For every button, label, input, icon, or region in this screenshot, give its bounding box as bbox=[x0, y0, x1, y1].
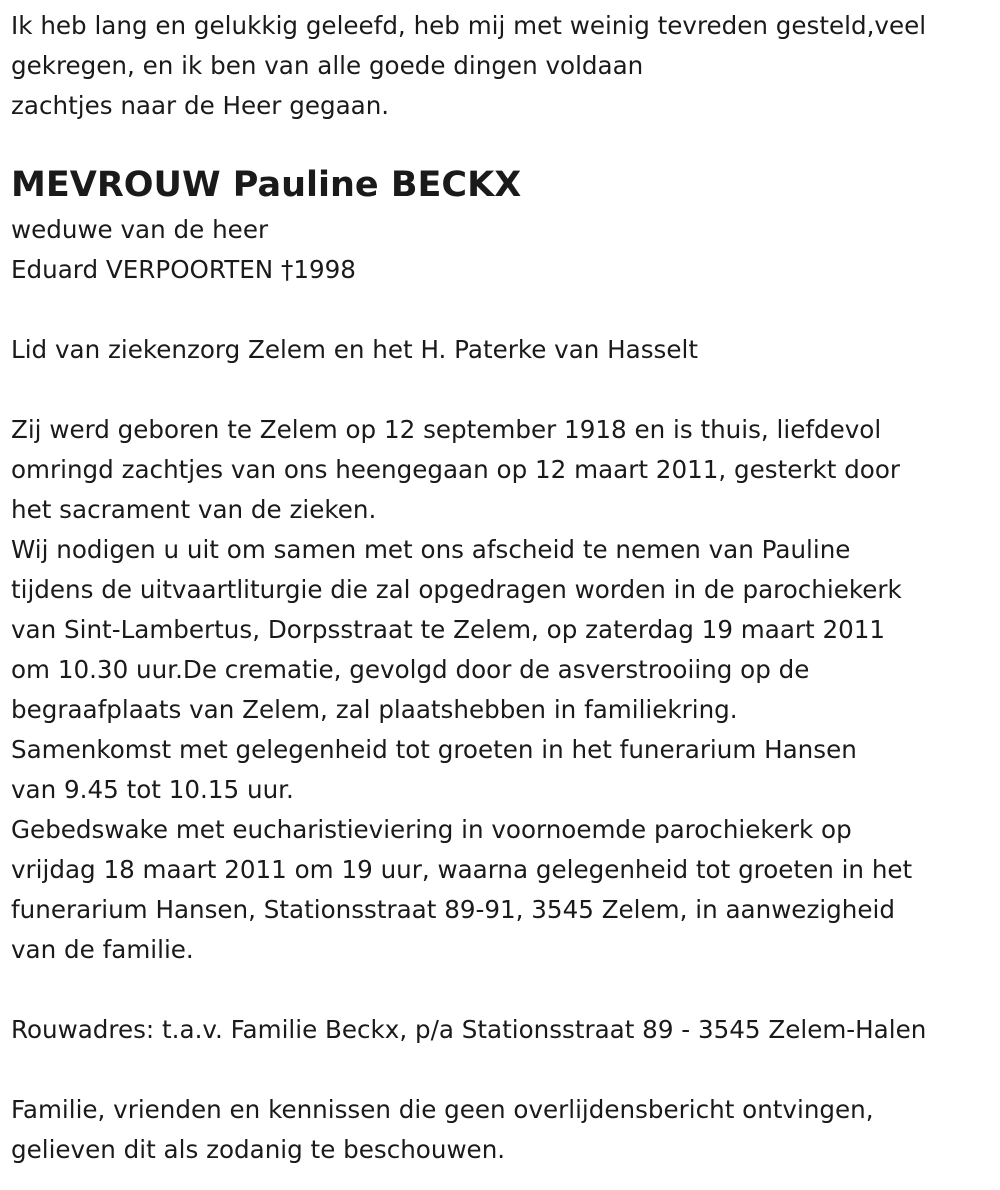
verse-block bbox=[11, 6, 996, 126]
body-line: het sacrament van de zieken. bbox=[11, 495, 377, 524]
membership-text: Lid van ziekenzorg Zelem en het H. Paterke van Hasselt bbox=[11, 335, 698, 364]
verse-line: Ik heb lang en gelukkig geleefd, heb mij met weinig tevreden gesteld,veel bbox=[11, 11, 927, 40]
deceased-relation: weduwe van de heer bbox=[11, 215, 269, 244]
spouse-death-year: 1998 bbox=[293, 255, 356, 284]
announcement-body bbox=[11, 410, 996, 970]
deceased-block bbox=[11, 160, 996, 290]
obituary-document bbox=[11, 6, 996, 1170]
body-line: Gebedswake met eucharistieviering in voornoemde parochiekerk op bbox=[11, 815, 852, 844]
body-line: Zij werd geboren te Zelem op 12 september 1918 en is thuis, liefdevol bbox=[11, 415, 882, 444]
body-line: van 9.45 tot 10.15 uur. bbox=[11, 775, 294, 804]
body-line: Wij nodigen u uit om samen met ons afscheid te nemen van Pauline bbox=[11, 535, 851, 564]
spouse-name: Eduard VERPOORTEN bbox=[11, 255, 274, 284]
closing-block bbox=[11, 1090, 996, 1170]
body-line: tijdens de uitvaartliturgie die zal opgedragen worden in de parochiekerk bbox=[11, 575, 902, 604]
spouse-line bbox=[11, 250, 996, 290]
body-line: omringd zachtjes van ons heengegaan op 12 maart 2011, gesterkt door bbox=[11, 455, 900, 484]
body-line: om 10.30 uur.De crematie, gevolgd door de asverstrooiing op de bbox=[11, 655, 810, 684]
verse-line: zachtjes naar de Heer gegaan. bbox=[11, 91, 390, 120]
body-line: vrijdag 18 maart 2011 om 19 uur, waarna gelegenheid tot groeten in het bbox=[11, 855, 913, 884]
body-line: begraafplaats van Zelem, zal plaatshebben in familiekring. bbox=[11, 695, 738, 724]
body-line: funerarium Hansen, Stationsstraat 89-91, 3545 Zelem, in aanwezigheid bbox=[11, 895, 895, 924]
verse-line: gekregen, en ik ben van alle goede dingen voldaan bbox=[11, 51, 644, 80]
body-line: van de familie. bbox=[11, 935, 194, 964]
closing-line: gelieven dit als zodanig te beschouwen. bbox=[11, 1135, 506, 1164]
deceased-name: MEVROUW Pauline BECKX bbox=[11, 165, 522, 205]
body-line: van Sint-Lambertus, Dorpsstraat te Zelem, op zaterdag 19 maart 2011 bbox=[11, 615, 886, 644]
mourning-address: Rouwadres: t.a.v. Familie Beckx, p/a Stationsstraat 89 - 3545 Zelem-Halen bbox=[11, 1015, 927, 1044]
closing-line: Familie, vrienden en kennissen die geen overlijdensbericht ontvingen, bbox=[11, 1095, 874, 1124]
cross-icon: † bbox=[281, 255, 294, 284]
body-line: Samenkomst met gelegenheid tot groeten in het funerarium Hansen bbox=[11, 735, 857, 764]
